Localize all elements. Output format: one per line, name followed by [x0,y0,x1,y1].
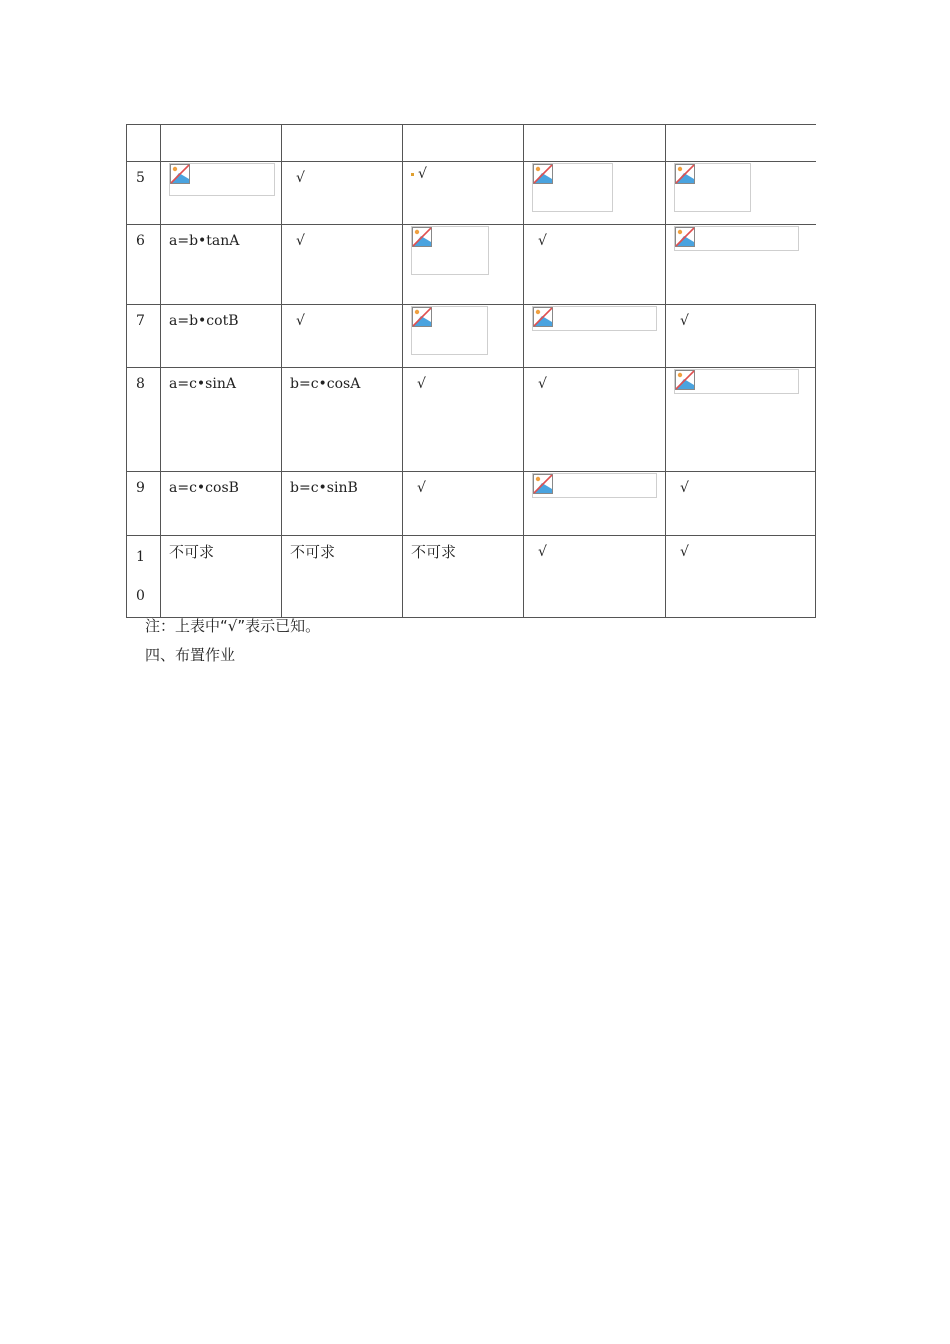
image-placeholder [532,163,613,212]
image-placeholder [169,163,275,196]
table-row [127,225,816,305]
image-placeholder [411,226,489,275]
cell-text: √ [538,544,547,560]
broken-image-icon [675,227,695,247]
broken-image-icon [412,307,432,327]
cell-text: √ [680,313,689,329]
cell-text: √ [538,233,547,249]
table-row [127,305,816,368]
cell-text: 不可求 [290,543,336,561]
cell-text: a=c•cosB [169,480,239,496]
row-index: 6 [136,233,145,249]
table-cell [403,125,524,162]
cell-text: b=c•cosA [290,376,361,392]
table-row [127,368,816,472]
cell-text: √ [418,166,427,182]
row-index-line1: 1 [136,549,145,565]
table-cell [127,125,161,162]
broken-image-icon [170,164,190,184]
image-placeholder [411,306,488,355]
cell-text: √ [296,313,305,329]
cell-text: √ [538,376,547,392]
broken-image-icon [675,370,695,390]
data-table [126,124,816,618]
table-cell [161,125,282,162]
row-index: 7 [136,313,145,329]
section-heading: 四、布置作业 [145,646,236,664]
table-row [127,125,816,162]
cell-text: √ [417,376,426,392]
cell-text: √ [680,480,689,496]
broken-image-icon [533,307,553,327]
cell-text: a=c•sinA [169,376,236,392]
row-index: 8 [136,376,145,392]
image-placeholder [674,369,799,394]
cell-text: 不可求 [169,543,215,561]
cell-text: √ [296,233,305,249]
table-row [127,472,816,536]
table-row [127,162,816,225]
row-index: 9 [136,480,145,496]
image-placeholder [532,473,657,498]
table-cell [524,125,666,162]
cell-text: a=b•cotB [169,313,239,329]
image-placeholder [674,163,751,212]
cell-text: √ [296,170,305,186]
image-placeholder [674,226,799,251]
dot-marker [411,173,414,176]
cell-text: √ [680,544,689,560]
table-row [127,536,816,618]
broken-image-icon [533,474,553,494]
broken-image-icon [533,164,553,184]
broken-image-icon [412,227,432,247]
image-placeholder [532,306,657,331]
row-index: 5 [136,170,145,186]
broken-image-icon [675,164,695,184]
row-index-line2: 0 [136,588,145,604]
cell-text: 不可求 [411,543,457,561]
cell-text: √ [417,480,426,496]
cell-text: a=b•tanA [169,233,240,249]
table-cell [282,125,403,162]
cell-text: b=c•sinB [290,480,358,496]
table-note: 注：上表中“√”表示已知。 [145,617,321,635]
table-cell [666,125,816,162]
